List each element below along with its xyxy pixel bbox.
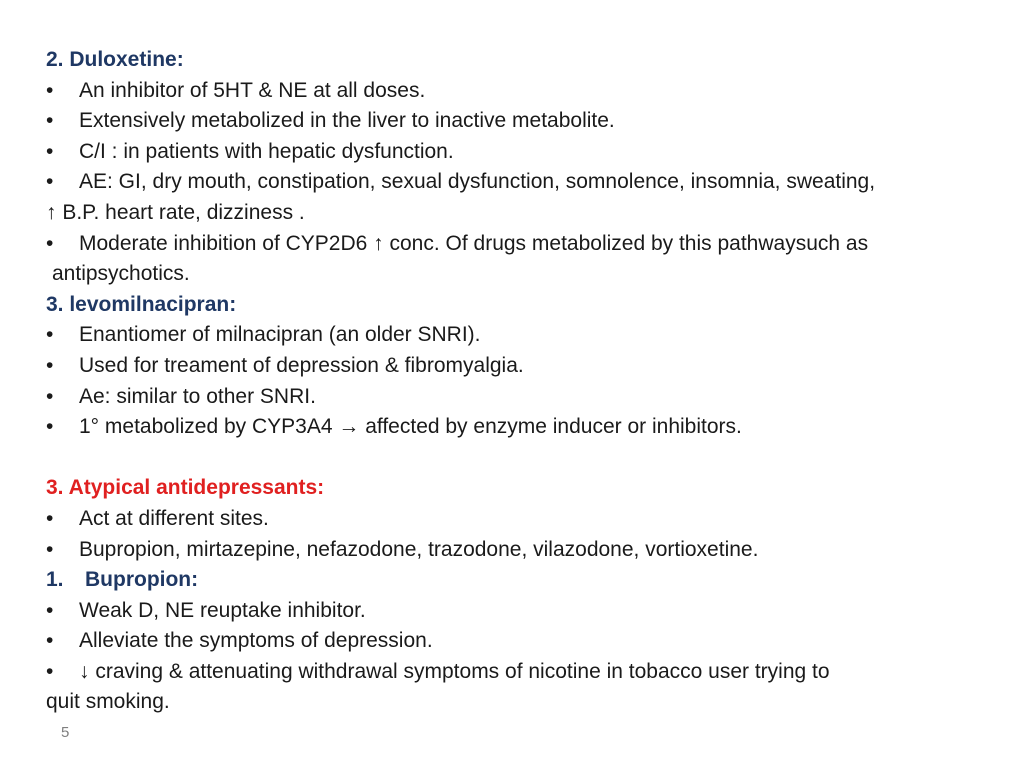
list-item — [46, 76, 996, 107]
page-number: 5 — [61, 724, 70, 741]
list-item-text: Alleviate the symptoms of depression. — [79, 629, 433, 653]
list-item — [46, 626, 996, 657]
list-item-text: C/I : in patients with hepatic dysfunction. — [79, 139, 454, 163]
heading-bupropion — [46, 565, 996, 596]
list-item — [46, 106, 996, 137]
list-item-text: Ae: similar to other SNRI. — [79, 384, 316, 408]
bullet: • — [46, 537, 54, 561]
bullet: • — [46, 353, 54, 377]
heading-duloxetine: 2. Duloxetine: — [46, 48, 184, 71]
list-item-text: Moderate inhibition of CYP2D6 ↑ conc. Of drugs metabolized by this pathwaysuch as — [79, 231, 869, 255]
list-item-text: An inhibitor of 5HT & NE at all doses. — [79, 78, 426, 102]
list-item — [46, 382, 996, 413]
list-item — [46, 137, 996, 168]
list-item — [46, 504, 996, 535]
list-item-text: ↓ craving & attenuating withdrawal symptoms of nicotine in tobacco user trying to — [79, 659, 830, 683]
spacer — [46, 443, 996, 474]
bullet: • — [46, 323, 54, 347]
list-item-text: Weak D, NE reuptake inhibitor. — [79, 598, 366, 622]
list-item-text: Enantiomer of milnacipran (an older SNRI). — [79, 323, 481, 347]
heading-levomilnacipran: 3. levomilnacipran: — [46, 292, 237, 316]
bullet: • — [46, 506, 54, 530]
bullet: • — [46, 170, 54, 194]
bullet: • — [46, 659, 54, 683]
list-item — [46, 351, 996, 382]
bullet: • — [46, 598, 54, 622]
bullet: • — [46, 78, 54, 102]
list-item-text: Act at different sites. — [79, 506, 269, 530]
bullet: • — [46, 231, 54, 255]
list-item-continuation: quit smoking. — [46, 690, 170, 714]
heading-text: Bupropion: — [85, 568, 199, 592]
list-item-continuation: antipsychotics. — [52, 262, 190, 286]
list-item-text: Extensively metabolized in the liver to inactive metabolite. — [79, 109, 615, 133]
list-item — [46, 320, 996, 351]
heading-number: 1. — [46, 568, 64, 592]
list-item — [46, 167, 996, 198]
bullet: • — [46, 384, 54, 408]
list-item — [46, 229, 996, 260]
list-item-text: 1° metabolized by CYP3A4 → affected by enzyme inducer or inhibitors. — [79, 415, 742, 439]
bullet: • — [46, 629, 54, 653]
list-item — [46, 535, 996, 566]
list-item — [46, 596, 996, 627]
slide-content — [46, 45, 996, 718]
heading-atypical-antidepressants: 3. Atypical antidepressants: — [46, 476, 325, 500]
bullet: • — [46, 109, 54, 133]
list-item-text: AE: GI, dry mouth, constipation, sexual dysfunction, somnolence, insomnia, sweating, — [79, 170, 876, 194]
list-item-continuation: ↑ B.P. heart rate, dizziness . — [46, 200, 305, 224]
bullet: • — [46, 139, 54, 163]
list-item-text: Used for treament of depression & fibromyalgia. — [79, 353, 524, 377]
list-item — [46, 412, 996, 443]
list-item — [46, 657, 996, 688]
list-item-text: Bupropion, mirtazepine, nefazodone, trazodone, vilazodone, vortioxetine. — [79, 537, 759, 561]
bullet: • — [46, 415, 54, 439]
